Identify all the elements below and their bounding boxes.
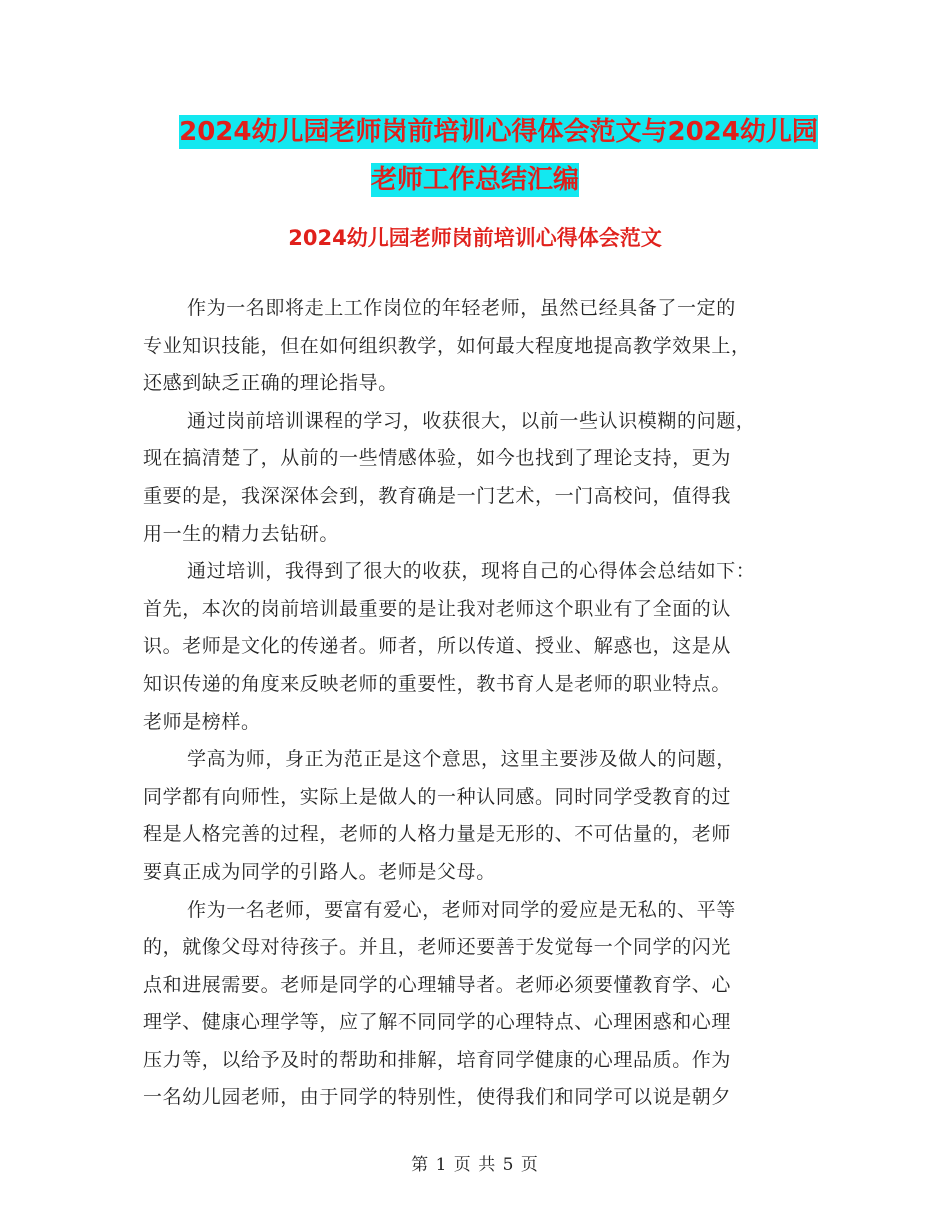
paragraph <box>143 290 803 403</box>
paragraph-line: 专业知识技能，但在如何组织教学，如何最大程度地提高教学效果上， <box>143 334 751 357</box>
paragraph-line: 一名幼儿园老师，由于同学的特别性，使得我们和同学可以说是朝夕 <box>143 1086 732 1109</box>
page-footer: 第 1 页 共 5 页 <box>411 1155 539 1175</box>
main-title-line-1 <box>0 108 950 156</box>
paragraph-line: 的，就像父母对待孩子。并且，老师还要善于发觉每一个同学的闪光 <box>143 936 732 959</box>
paragraph-line: 知识传递的角度来反映老师的重要性，教书育人是老师的职业特点。 <box>143 672 732 695</box>
paragraph <box>143 403 803 553</box>
paragraph-line: 压力等，以给予及时的帮助和排解，培育同学健康的心理品质。作为 <box>143 1048 732 1071</box>
section-title: 2024幼儿园老师岗前培训心得体会范文 <box>288 226 662 250</box>
paragraph-line: 程是人格完善的过程，老师的人格力量是无形的、不可估量的，老师 <box>143 823 732 846</box>
paragraph-line: 同学都有向师性，实际上是做人的一种认同感。同时同学受教育的过 <box>143 785 732 808</box>
paragraph-line: 识。老师是文化的传递者。师者，所以传道、授业、解惑也，这是从 <box>143 635 732 658</box>
paragraph-line: 首先，本次的岗前培训最重要的是让我对老师这个职业有了全面的认 <box>143 597 732 620</box>
main-title-line-1-text: 2024幼儿园老师岗前培训心得体会范文与2024幼儿园 <box>179 117 818 147</box>
paragraph-line: 作为一名老师，要富有爱心，老师对同学的爱应是无私的、平等 <box>187 898 736 921</box>
main-title-line-2-text: 老师工作总结汇编 <box>370 165 579 195</box>
paragraph-line: 还感到缺乏正确的理论指导。 <box>143 372 398 395</box>
main-title <box>0 108 950 204</box>
paragraph-line: 作为一名即将走上工作岗位的年轻老师，虽然已经具备了一定的 <box>187 297 736 319</box>
paragraph <box>143 741 803 891</box>
paragraph-line: 通过培训，我得到了很大的收获，现将自己的心得体会总结如下： <box>187 560 756 583</box>
paragraph-line: 点和进展需要。老师是同学的心理辅导者。老师必须要懂教育学、心 <box>143 973 732 996</box>
paragraph <box>143 553 803 741</box>
paragraph-line: 理学、健康心理学等，应了解不同同学的心理特点、心理困惑和心理 <box>143 1011 732 1034</box>
paragraph-line: 现在搞清楚了，从前的一些情感体验，如今也找到了理论支持，更为 <box>143 447 732 470</box>
paragraph-line: 要真正成为同学的引路人。老师是父母。 <box>143 860 496 883</box>
document-body <box>143 290 803 1117</box>
paragraph-line: 学高为师，身正为范正是这个意思，这里主要涉及做人的问题， <box>187 748 736 771</box>
paragraph <box>143 892 803 1118</box>
paragraph-line: 用一生的精力去钻研。 <box>143 522 340 545</box>
paragraph-line: 重要的是，我深深体会到，教育确是一门艺术，一门高校问，值得我 <box>143 484 732 507</box>
paragraph-line: 老师是榜样。 <box>143 710 261 733</box>
main-title-line-2 <box>0 156 950 204</box>
paragraph-line: 通过岗前培训课程的学习，收获很大，以前一些认识模糊的问题， <box>187 409 756 432</box>
